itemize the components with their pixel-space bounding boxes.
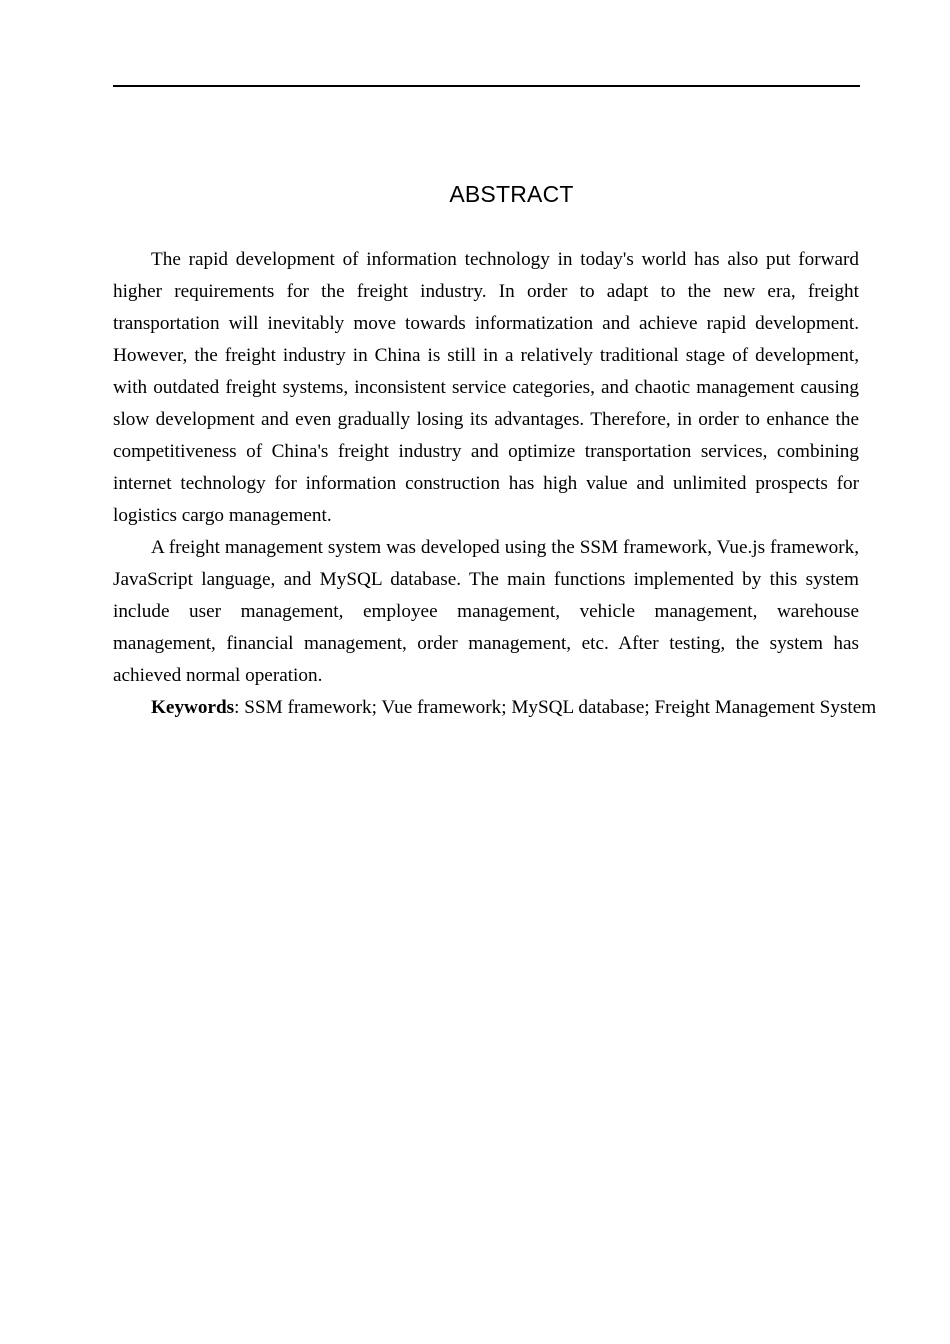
abstract-paragraph: The rapid development of information technology in today's world has also put forward higher requirements for the freight industry. In order to adapt to the new era, freight transportation will inevitably move towards informatization and achieve rapid development. However, the freight industry in China is still in a relatively traditional stage of development, with outdated freight systems, inconsistent service categories, and chaotic management causing slow development and even gradually losing its advantages. Therefore, in order to enhance the competitiveness of China's freight industry and optimize transportation services, combining internet technology for information construction has high value and unlimited prospects for logistics cargo management. <box>113 249 859 526</box>
keywords-line <box>113 692 877 724</box>
keywords-label: Keywords <box>151 697 235 718</box>
keywords-list: : SSM framework; Vue framework; MySQL database; Freight Management System <box>234 697 877 718</box>
abstract-paragraph: A freight management system was developed using the SSM framework, Vue.js framework, JavaScript language, and MySQL database. The main functions implemented by this system include user management, employee management, vehicle management, warehouse management, financial management, order management, etc. After testing, the system has achieved normal operation. <box>113 537 859 686</box>
abstract-body <box>113 244 877 724</box>
abstract-title: ABSTRACT <box>449 181 574 207</box>
header-rule <box>113 85 860 87</box>
